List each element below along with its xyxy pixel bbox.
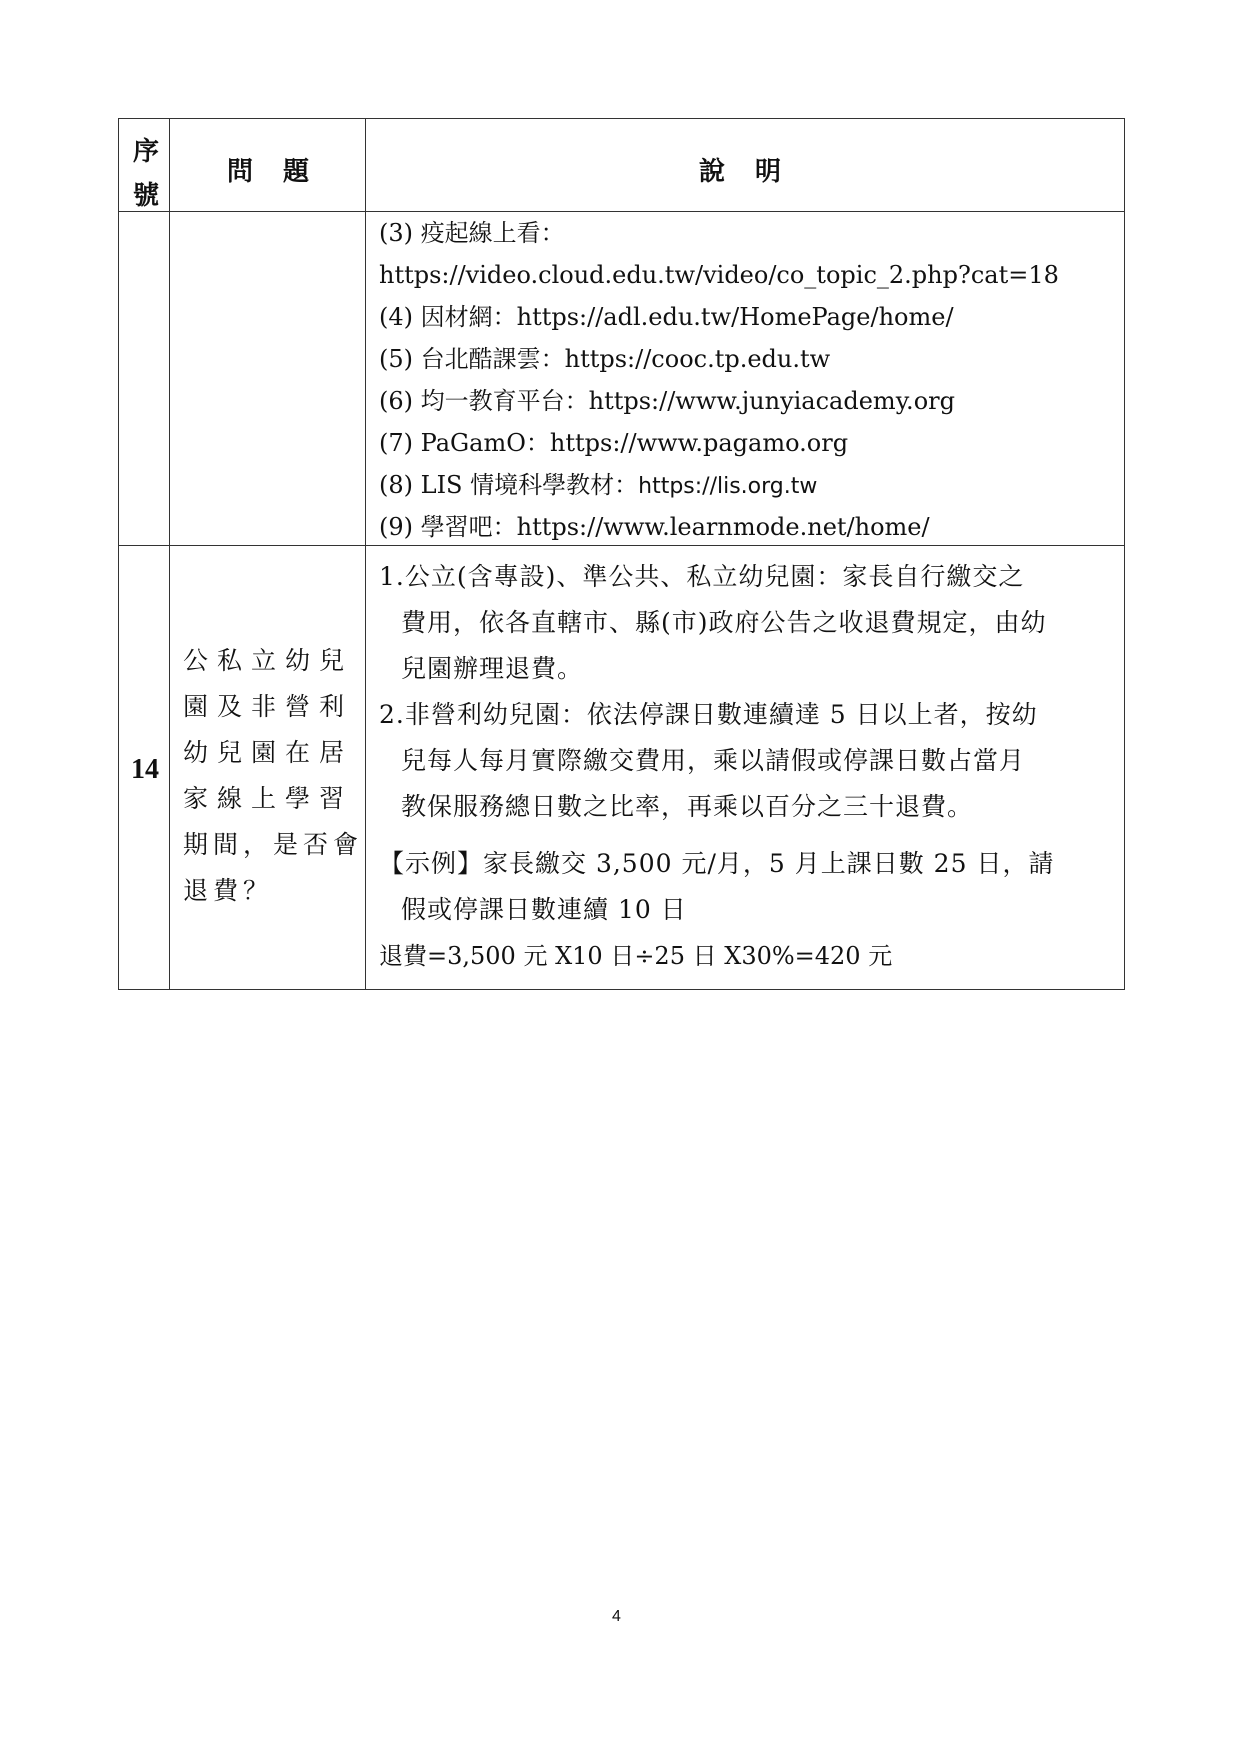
list-item: (9) 學習吧：https://www.learnmode.net/home/ [379, 513, 930, 541]
list-item: (7) PaGamO：https://www.pagamo.org [379, 429, 849, 457]
answer-line: 退費=3,500 元 X10 日÷25 日 X30%=420 元 [379, 942, 893, 970]
answer-line: 假或停課日數連續 10 日 [401, 895, 687, 924]
list-item [379, 470, 817, 502]
question-line: 期間，是否會 [183, 830, 364, 859]
header-divider [119, 211, 1124, 212]
row-number: 14 [131, 754, 159, 785]
list-item: (4) 因材網：https://adl.edu.tw/HomePage/home/ [379, 303, 954, 331]
lis-url: https://lis.org.tw [638, 474, 818, 499]
list-item: (6) 均一教育平台：https://www.junyiacademy.org [379, 387, 955, 415]
question-line: 退費？ [183, 876, 274, 905]
answer-line: 教保服務總日數之比率，再乘以百分之三十退費。 [401, 792, 974, 821]
header-question: 問 題 [227, 157, 312, 187]
header-explanation: 說 明 [699, 157, 784, 187]
list-item: (3) 疫起線上看： [379, 219, 565, 247]
question-line: 幼兒園在居 [183, 738, 354, 767]
question-line: 家線上學習 [183, 784, 354, 813]
answer-line: 兒每人每月實際繳交費用，乘以請假或停課日數占當月 [401, 746, 1026, 775]
list-item: https://video.cloud.edu.tw/video/co_topic_2.php?cat=18 [379, 261, 1059, 289]
answer-line: 【示例】家長繳交 3,500 元/月，5 月上課日數 25 日，請 [379, 849, 1055, 878]
question-line: 園及非營利 [183, 692, 354, 721]
answer-line: 2.非營利幼兒園：依法停課日數連續達 5 日以上者，按幼 [379, 700, 1038, 729]
faq-table [118, 118, 1125, 990]
header-seq-line2: 號 [133, 181, 160, 211]
header-seq-line1: 序 [133, 137, 160, 167]
page-number: 4 [612, 1608, 621, 1625]
question-line: 公私立幼兒 [183, 646, 354, 675]
answer-line: 費用，依各直轄市、縣(市)政府公告之收退費規定，由幼 [401, 608, 1047, 637]
col-divider-2 [365, 119, 366, 989]
answer-line: 兒園辦理退費。 [401, 654, 584, 683]
lis-label: (8) LIS 情境科學教材： [379, 471, 639, 499]
row-divider [119, 545, 1124, 546]
list-item: (5) 台北酷課雲：https://cooc.tp.edu.tw [379, 345, 831, 373]
col-divider-1 [169, 119, 170, 989]
answer-line: 1.公立(含專設)、準公共、私立幼兒園：家長自行繳交之 [379, 562, 1025, 591]
